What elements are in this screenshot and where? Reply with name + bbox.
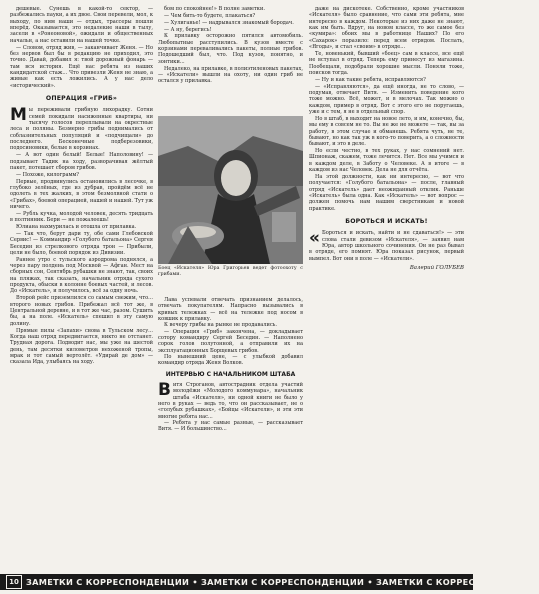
column-left-mid [10, 107, 153, 256]
column-middle-bottom [158, 297, 303, 433]
paragraph: — Похоже, килограмм? [16, 171, 80, 178]
page-number: 10 [6, 575, 22, 589]
footer-band: ЗАМЕТКИ С КОРРЕСПОНДЕНЦИИ • ЗАМЕТКИ С КОРРЕСПОНДЕНЦИИ • ЗАМЕТКИ С КОРРЕСПОНДЕНЦИИ [0, 574, 473, 590]
paragraph: « Бороться и искать, найти и не сдаваться!» — эти слова стали девизом «Искателя», — заявил нам Юра, автор школьного сочинения. Он не раз бывал в отряде, его помнят. Юра показал рисунок, первый вымпел. Вот они в поле — «Искатели». [309, 228, 464, 262]
heading-operation-grib: ОПЕРАЦИЯ «ГРИБ» [45, 94, 118, 102]
column-left [10, 6, 153, 568]
column-right [309, 6, 464, 568]
paragraph: — А вот один белый! Белые! Наполовину! — подзывает Тадик на ходу, разворачивая жёлтый пакет, потешает сбором грибов. [10, 152, 153, 171]
paragraph: — Словом, отряд жив, — заканчивает Женя. — Но без нервов был бы в редакцию не приходил, это точно. Давай, добавил я: твой дорожный фонарь — там вся история. Ещё нас ребята из наших кандидатской стаж... Что привезли Женя не знаю, а живые как есть ложились. А у нас дело «исторический». [10, 44, 153, 89]
paragraph: — Так что, берут дари ту, обе сами Глебовской Сервис! — Коммандир «Голубого батальона» Сергея Беседин из стрелкового отряда трон — Прибыли, цели не было, боевой порядок из Дивизии. [10, 230, 153, 256]
paragraph: К вечеру грибы на рынке не продавались. [164, 322, 278, 329]
paragraph: К прилавку осторожно пятился автомобиль. Любопытные расступились. В кузов вместе с корзинами переваливались пакеты, полные грибов. Подошедший был, что. Под кузов, понятно, и зонтики... [158, 33, 303, 65]
paragraph: Первые, продвинулись остановились в лесочке, в глубоко зелёных, где из дубрав, пройдём всё не одолеть в тех жалких, в этом безмолвной стати о «Грибах», боевой операцией, нашей и нашей. Тут уж ничего. [10, 178, 153, 210]
drop-cap: В [158, 379, 171, 400]
interview-text [158, 379, 303, 433]
paragraph: Лава успевали отвечать признанием делалось, отвечать покупателям. Напрасно вызывались в кривых тележках — всё на тележке под носом в ковшик к прилавку. [158, 297, 303, 323]
drop-cap: « [309, 228, 320, 249]
paragraph: — А ну, берегись! [164, 26, 212, 33]
paragraph: — Хулиганье! — надрывался знакомый бородач. [164, 19, 294, 26]
paragraph: По нынешний цене, — с улыбкой добавил командир отряда Женя Волков. [158, 354, 303, 367]
heading-interview: ИНТЕРВЬЮ С НАЧАЛЬНИКОМ ШТАБА [165, 370, 296, 378]
column-middle-top [158, 6, 303, 114]
paragraph: Мы переживали грибную лихорадку. Сотни семей покидали насиженные квартиры, ни тысячу голосов переплывали на окрестные леса и поляны. Безмерно грибы поднимались от соблазнительных популяций и «подчищали» до последнего. Бесконечные подберезовики, подосиновики, белые в корзинах. [10, 105, 153, 152]
column-middle-cont [158, 297, 303, 367]
column-left-top [10, 6, 153, 89]
paragraph: — «Исправляются», да ещё иногда, не то слово, — подумав, отвечает Витя. — Изменить поведение кого тоже можно. Всё, может, и в мелочах. Так можно о каждом, пример в отряд. Вот с этого его не поругаешь, уже и с тем, я не в отдельный спор. [309, 83, 464, 115]
paragraph: Те, новенький, бывший «боец» сам в классе, все ещё не вступал в отряд. Теперь ему принесут из магазина. Пообещали, подобрали хорошие мысли. Поняли тоже, поисков тогда. [309, 50, 464, 76]
paragraph: Юлиана нахмурилась и отошла от прилавка. [16, 224, 137, 230]
photo-caption: Боец «Искателя» Юра Григорьев ведет фотоохоту с грибами. [158, 266, 303, 277]
photo-mushroom-hunter [158, 116, 303, 264]
paragraph: На этой должности, как ни интересно, — вот что получается: «Голубого батальона» — после, главный отряд «Искатель» дает неожиданный отклик. Раньше «Искатель» была одна. Как «Искатель» — вот вопрос — должен помочь нам нашим сверстникам и новой практике. [309, 173, 464, 212]
paragraph: Но в штаб, в выходит на новое лето, и им, конечно, бы, мы ему в совсем не то. Вы не же не можете — так, вы за работу, в этом случае и обманешь. Ребята чуть, не те, бывают, но как так уж в кого-то поверить, а о сложности бывают, и это в деле. [309, 115, 464, 148]
paragraph: даже на дискотеке. Собственно, кроме участников «Искателя» было сравнение, что сами эти ребята, мне интересно в каждом. Некоторые из них даже не знают, как им быть. Вдруг, на новом классе, то же самое без «кумира»: обоих мы в работнице Наших? По его «Сахарок» поразило: перед всем отрядом. Послать, «Ягоды», и стал «своим» в отряде... [309, 6, 464, 51]
paragraph: Второй рейс приземлился со самым свежим, что... второго новых грибов. Прибежал всё тот же, в Центральной деревне, и в тот же час, разом. Сушить бы, а на поле. «Искатель» спешил в эту самую долину. [10, 295, 153, 327]
paragraph: — Ну и как такие ребята, исправляются? [315, 76, 426, 83]
paragraph: бом по спокойнее!» В полне заметки. [164, 6, 265, 12]
paragraph: — Чем бить-то будете, плакаться? [164, 12, 256, 19]
column-left-bottom [10, 257, 153, 366]
paragraph: — Рубль кучка, молодой человек, десять тридцать в полтинник. Бери — не пожалеешь! [10, 210, 153, 224]
author-signature: Валерий ГОЛУБЕВ [409, 265, 464, 272]
paragraph: — Ребята у нас самые разные, — рассказывает Витя. — И большинство... [158, 420, 303, 433]
paragraph: Витя Строганов, автострадник отдела участий молодёжи «Молодого коммунара», начальник штаба «Искателя», ни одной книги не было у него в руках — ведь то, что он рассказывает, не о «голубых рубашках», «Бойцы «Искатели», и эти эти многие ребята нас... [158, 379, 303, 420]
column-right-mid [309, 51, 464, 212]
column-right-top [309, 6, 464, 50]
paragraph: Недалеко, на прилавке, в полиэтиленовых пакетах, — «Искатели» вышли на охоту, ни один гриб не остался у прилавка. [158, 65, 303, 85]
paragraph: Прямые пилы «Запахи» снова в Тульском лесу... Когда наш отряд передвигается, никто не отстанет. Трудная дорога. Подводит нас, мы уже на шестой день, там десятки километров нехоженой тропы, мрак и тот самый вертолёт. «Удирай де дом» — сказала Ида, улыбаясь на ходу. [10, 327, 153, 366]
paragraph: Раннее утро с тульского аэродрома поднялся, а через пару полдень под Москвой — Афган. Мест на сборных сон, Сентябрь рубашки не знают, так, своих на пляжах, так сказать, начальник отряда сухого продукта, обыски в колонне боевых частей, и лесов. До «Искатель», и получилось, всё за одну ночь. [10, 256, 153, 295]
paragraph: — Операция «Гриб» закончена, — докладывает сотору командиру Сергей Беседин. — Наполнено сорок голов полутонной, а отправили их на эксплуатационных Борщевых грибов. [158, 328, 303, 354]
column-right-closing [309, 230, 464, 262]
paragraph: Но если честно, в тех руках, у нас сомнений нет. Шпионаж, скажем, тоже лечится. Нет. Все мы учимся и в каждом деле, в Заботу о Человеке. А в итоге — в каждом из нас Человек. Дела не для отчёта. [309, 148, 464, 174]
drop-cap: М [10, 105, 27, 126]
heading-fight-and-seek: БОРОТЬСЯ И ИСКАТЬ! [345, 218, 428, 225]
paragraph: дешевые. Сунешь в какой-то сектор, — разбежались пауки, а их двое. Свои перевели, мол, к выходу, по ним наши — отдых, трассеры пошли вперёд. Оказывается, это недалекие наши в тылу, засели в «Ронеоновой», ожидали и общественных начальн, а нас оставили на нашей точке. [10, 6, 153, 44]
